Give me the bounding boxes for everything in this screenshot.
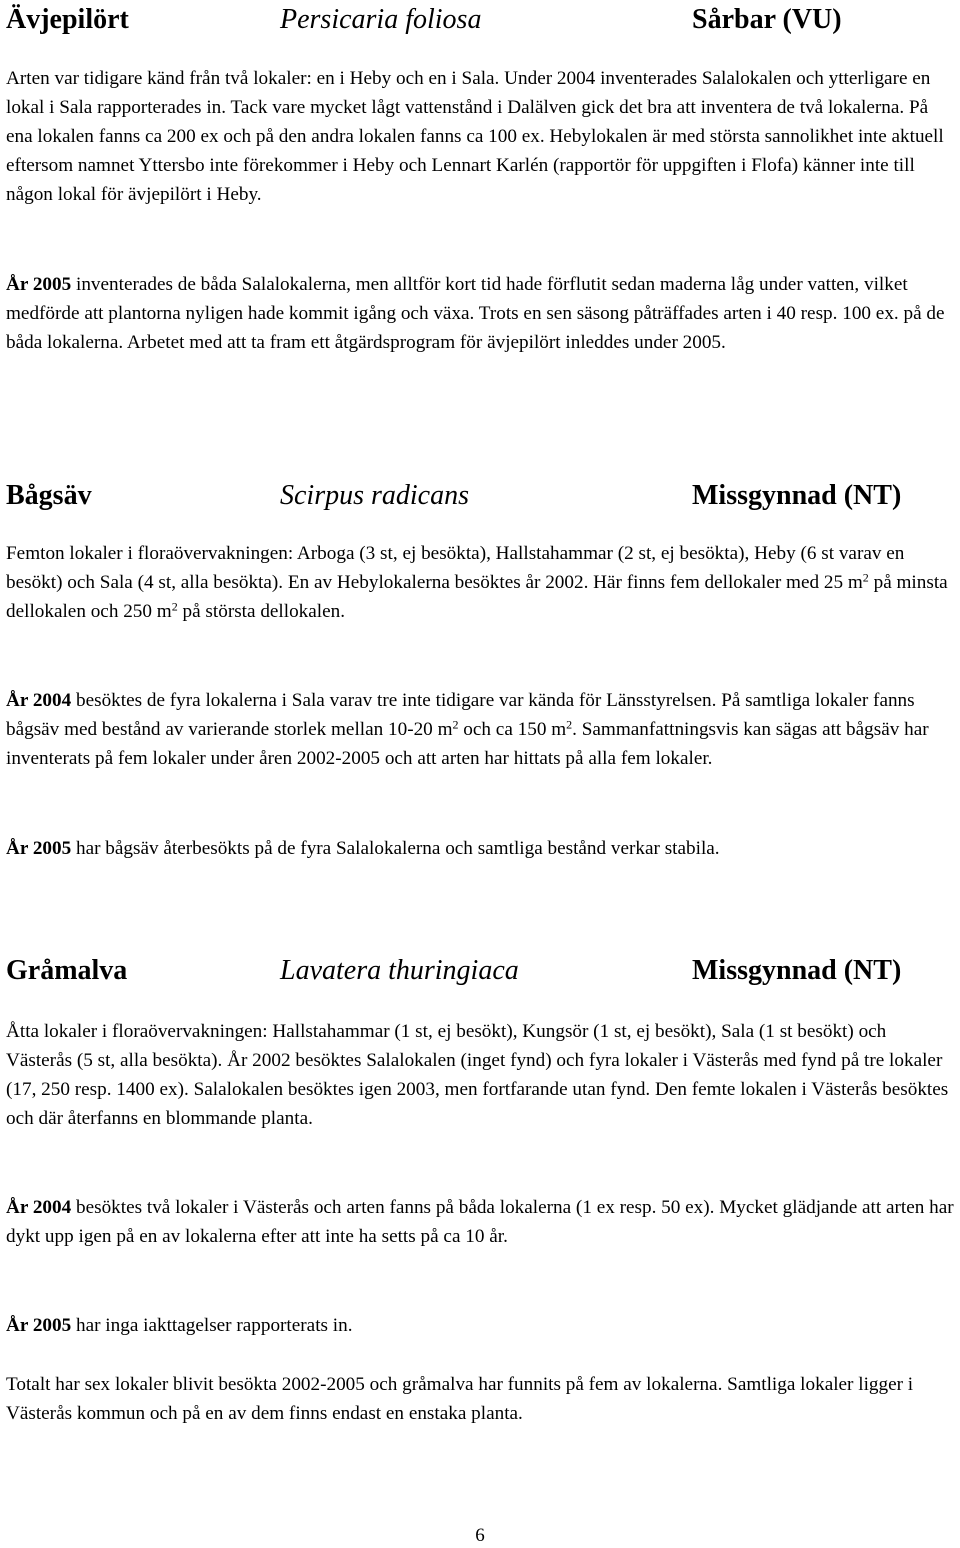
paragraph-text: . Sammanfattningsvis kan sägas att bågsäv har inventerats på fem lokaler under åren 2002-2005 och att arten har hittats på alla fem lokaler. [6, 719, 929, 769]
superscript: 2 [452, 717, 459, 732]
species-status: Missgynnad (NT) [692, 955, 902, 986]
paragraph-text: Femton lokaler i floraövervakningen: Arboga (3 st, ej besökta), Hallstahammar (2 st, ej besökta), Heby (6 st varav en besökt) och Sala (4 st, alla besökta). En av Hebylokalerna besöktes år 2002. Här finns fem dellokaler med 25 m [6, 543, 905, 593]
paragraph-text: besöktes de fyra lokalerna i Sala varav tre inte tidigare var kända för Länsstyrelsen. På samtliga lokaler fanns bågsäv med bestånd av varierande storlek mellan 10-20 m [6, 690, 915, 740]
species-heading-gramalva [6, 951, 956, 991]
paragraph [6, 1017, 956, 1133]
paragraph [6, 834, 956, 863]
paragraph-text: Åtta lokaler i floraövervakningen: Hallstahammar (1 st, ej besökt), Kungsör (1 st, ej besökt), Sala (1 st besökt) och Västerås (5 st, alla besökta). År 2002 besöktes Salalokalen (inget fynd) och fyra lokaler i Västerås med fynd på tre lokaler (17, 250 resp. 1400 ex). Salalokalen besöktes igen 2003, men fortfarande utan fynd. Den femte lokalen i Västerås besöktes och där återfanns en blommande planta. [6, 1021, 949, 1129]
paragraph-text: Arten var tidigare känd från två lokaler: en i Heby och en i Sala. Under 2004 inventerades Salalokalen och ytterligare en lokal i Sala rapporterades in. Tack vare mycket lågt vattenstånd i Dalälven gick det bra att inventera de två lokalerna. På ena lokalen fanns ca 200 ex och på den andra lokalen fanns ca 100 ex. Hebylokalen är med största sannolikhet inte aktuell eftersom namnet Yttersbo inte förekommer i Heby och Lennart Karlén (rapportör för uppgiften i Flofa) känner inte till någon lokal för ävjepilört i Heby. [6, 68, 944, 205]
species-latin-name: Persicaria foliosa [280, 4, 482, 35]
paragraph-text: Totalt har sex lokaler blivit besökta 2002-2005 och gråmalva har funnits på fem av lokalerna. Samtliga lokaler ligger i Västerås kommun och på en av dem finns endast en enstaka planta. [6, 1374, 914, 1424]
paragraph-lead: År 2005 [6, 274, 72, 295]
paragraph [6, 1370, 956, 1428]
paragraph-text: på största dellokalen. [177, 601, 346, 622]
paragraph-lead: År 2005 [6, 1315, 72, 1336]
species-heading-avjepilort [6, 0, 956, 40]
paragraph-text: besöktes två lokaler i Västerås och arten fanns på båda lokalerna (1 ex resp. 50 ex). Mycket glädjande att arten har dykt upp igen på en av lokalerna efter att inte ha setts på ca 10 år. [6, 1197, 954, 1247]
paragraph [6, 1193, 956, 1251]
species-common-name: Bågsäv [6, 480, 92, 511]
superscript: 2 [171, 599, 178, 614]
superscript: 2 [566, 717, 573, 732]
superscript: 2 [862, 570, 869, 585]
paragraph-text: inventerades de båda Salalokalerna, men alltför kort tid hade förflutit sedan maderna låg under vatten, vilket medförde att plantorna nyligen hade kommit igång och växa. Trots en sen säsong påträffades arten i 40 resp. 100 ex. på de båda lokalerna. Arbetet med att ta fram ett åtgärdsprogram för ävjepilört inleddes under 2005. [6, 274, 945, 353]
paragraph-text: och ca 150 m [458, 719, 567, 740]
paragraph-text: har inga iakttagelser rapporterats in. [71, 1315, 353, 1336]
paragraph-lead: År 2005 [6, 838, 72, 859]
paragraph [6, 686, 956, 773]
paragraph [6, 64, 956, 209]
species-latin-name: Scirpus radicans [280, 480, 469, 511]
species-status: Missgynnad (NT) [692, 480, 902, 511]
paragraph [6, 1311, 956, 1340]
page-number: 6 [475, 1525, 485, 1546]
paragraph [6, 270, 956, 357]
paragraph-text: har bågsäv återbesökts på de fyra Salalokalerna och samtliga bestånd verkar stabila. [71, 838, 720, 859]
species-common-name: Gråmalva [6, 955, 128, 986]
paragraph-lead: År 2004 [6, 1197, 72, 1218]
species-status: Sårbar (VU) [692, 4, 842, 35]
species-latin-name: Lavatera thuringiaca [280, 955, 519, 986]
paragraph [6, 539, 956, 626]
paragraph-text: på minsta dellokalen och 250 m [6, 572, 948, 622]
species-heading-bagsav [6, 476, 956, 516]
species-common-name: Ävjepilört [6, 4, 129, 35]
paragraph-lead: År 2004 [6, 690, 72, 711]
